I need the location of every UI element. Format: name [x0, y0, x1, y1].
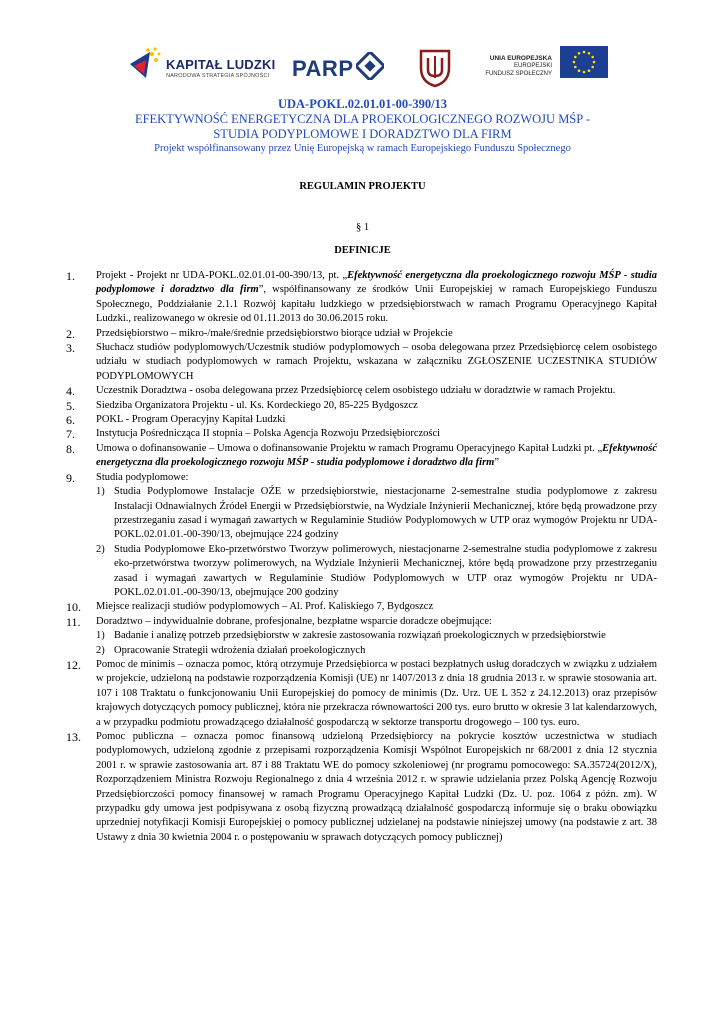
sub-item-text: Studia Podyplomowe Eko-przetwórstwo Tworzyw polimerowych, niestacjonarne 2-semestralne studia podyplomowe z zakresu eko-przetwórstwa tworzyw polimerowych, na Wydziale Inżynierii Mechanicznej, które będą prowadzone przy przestrzeganiu zasad i wymagań zawartych w Regulaminie Studiów Podyplomowych w UTP oraz wymogów Projektu nr UDA-POKL.02.01.01.-00-390/13, obejmujące 200 godziny [114, 543, 657, 598]
sub-item-number: 2) [96, 644, 105, 656]
item-text: Projekt - Projekt nr UDA-POKL.02.01.01-00-390/13, pt. „ [96, 270, 348, 281]
sub-item-number: 1) [96, 630, 105, 642]
kapital-ludzki-logo [128, 42, 276, 94]
definition-item [66, 269, 657, 327]
definition-item [66, 384, 657, 398]
sub-item-number: 2) [96, 543, 105, 555]
ue-line1: UNIA EUROPEJSKA [489, 55, 552, 62]
definitions-list [66, 269, 657, 845]
project-code: UDA-POKL.02.01.01-00-390/13 [277, 97, 448, 111]
project-header [0, 97, 725, 156]
item-text-end: ” [494, 457, 500, 469]
parp-emblem-icon [356, 52, 384, 80]
item-number: 5. [66, 398, 75, 413]
utp-logo [418, 42, 452, 94]
item-text: Instytucja Pośrednicząca II stopnia – Polska Agencja Rozwoju Przedsiębiorczości [96, 428, 441, 440]
item-number: 3. [66, 341, 75, 356]
sub-item-text: Badanie i analizę potrzeb przedsiębiorstw w zakresie zastosowania rozwiązań proekologicznych w przedsiębiorstwie [114, 630, 606, 642]
definition-item [66, 658, 657, 730]
item-number: 11. [66, 614, 81, 629]
item-text: POKL - Program Operacyjny Kapitał Ludzki [96, 414, 286, 426]
item-text: Umowa o dofinansowanie – Umowa o dofinansowanie Projektu w ramach Programu Operacyjnego Kapitał Ludzki pt. „ [96, 442, 603, 454]
sub-item [96, 629, 657, 643]
item-number: 9. [66, 470, 75, 485]
parp-name: PARP [292, 56, 354, 81]
kapital-ludzki-sub: NARODOWA STRATEGIA SPÓJNOŚCI [166, 73, 270, 79]
parp-logo [292, 42, 392, 94]
sub-item-text: Studia Podyplomowe Instalacje OŹE w przedsiębiorstwie, niestacjonarne 2-semestralne studia podyplomowe z zakresu Instalacji Odnawialnych Źródeł Energii w Przedsiębiorstwie, na Wydziale Inżynierii Mechanicznej, które będą prowadzone przy przestrzeganiu zasad i wymagań zawartych w Regulaminie Studiów Podyplomowych w UTP oraz wymogów Projektu nr UDA-POKL.02.01.01.-00-390/13, obejmujące 224 godziny [114, 486, 657, 541]
sub-item-text: Opracowanie Strategii wdrożenia działań proekologicznych [114, 644, 366, 656]
item-text: Studia podyplomowe: [96, 471, 189, 483]
sub-item [96, 543, 657, 601]
project-title-line1: EFEKTYWNOŚĆ ENERGETYCZNA DLA PROEKOLOGICZNEGO ROZWOJU MŚP - [134, 112, 591, 126]
item-text: Słuchacz studiów podyplomowych/Uczestnik studiów podyplomowych – osoba delegowana przez Przedsiębiorcę celem osobistego udziału w studiach podyplomowych w ramach Projektu, wskazana w załączniku ZGŁOSZENIE UCZESTNIKA STUDIÓW PODYPLOMOWYCH [96, 342, 657, 382]
item-number: 4. [66, 384, 75, 399]
project-title-line2: STUDIA PODYPLOMOWE I DORADZTWO DLA FIRM [213, 127, 512, 141]
definition-item [66, 730, 657, 845]
sub-item [96, 644, 657, 658]
ue-logo [472, 42, 607, 94]
item-number: 8. [66, 441, 75, 456]
section-title: DEFINICJE [334, 245, 391, 256]
definition-item [66, 427, 657, 441]
section-number: § 1 [355, 222, 370, 233]
item-number: 12. [66, 657, 81, 672]
definition-item [66, 413, 657, 427]
logo-bar [0, 42, 725, 94]
document-heading: REGULAMIN PROJEKTU [299, 181, 426, 192]
kapital-ludzki-name: KAPITAŁ LUDZKI [166, 57, 276, 72]
item-project-name: Efektywność energetyczna dla proekologicznego rozwoju MŚP - studia podyplomowe i doradztwo dla firm [96, 270, 657, 296]
sub-item-number: 1) [96, 486, 105, 498]
definition-item [66, 600, 657, 614]
item-text: Przedsiębiorstwo – mikro-/małe/średnie przedsiębiorstwo biorące udział w Projekcie [96, 327, 453, 339]
item-number: 6. [66, 413, 75, 428]
item-project-name: Efektywność energetyczna dla proekologicznego rozwoju MŚP - studia podyplomowe i doradztwo dla firm [96, 442, 657, 469]
item-number: 2. [66, 326, 75, 341]
definition-item [66, 442, 657, 471]
item-number: 7. [66, 427, 75, 442]
project-subtitle: Projekt współfinansowany przez Unię Europejską w ramach Europejskiego Funduszu Społecznego [154, 143, 571, 154]
item-text: Miejsce realizacji studiów podyplomowych – Al. Prof. Kaliskiego 7, Bydgoszcz [96, 601, 434, 613]
item-text: Doradztwo – indywidualnie dobrane, profesjonalne, bezpłatne wsparcie doradcze obejmujące: [96, 615, 492, 627]
item-text: Uczestnik Doradztwa - osoba delegowana przez Przedsiębiorcę celem osobistego udziału w doradztwie w ramach Projektu. [96, 385, 616, 397]
utp-crest-icon [418, 48, 452, 88]
item-text: Pomoc publiczna – oznacza pomoc finansową udzieloną Przedsiębiorcy na pokrycie kosztów uczestnictwa w studiach podyplomowych, udzieloną zgodnie z przepisami rozporządzenia Komisji Wspólnot Europejskich nr 68/2001 z dnia 12 stycznia 2001 r. w sprawie zastosowania art. 87 i 88 Traktatu WE do pomocy szkoleniowej (nr programu pomocowego: SA.35724(2012/X), Rozporządzeniem Ministra Rozwoju Regionalnego z dnia 4 września 2012 r. w sprawie udzielania przez Polską Agencję Rozwoju Przedsiębiorczości pomocy finansowej w ramach Programu Operacyjnego Kapitał Ludzki (Dz. U. poz. 1064 z późn. zm). W przypadku gdy umowa jest podpisywana z osobą fizyczną prowadzącą działalność gospodarczą informuje się o braku obowiązku uprzedniej notyfikacji Komisji Europejskiej o pomocy publicznej udzielanej na podstawie niniejszej umowy (na podstawie z art. 38 Ustawy z dnia 30 kwietnia 2004 r. o postępowaniu w sprawach dotyczących pomocy publicznej) [96, 731, 657, 843]
sub-item [96, 485, 657, 543]
ue-line3: FUNDUSZ SPOŁECZNY [485, 70, 552, 77]
kapital-ludzki-emblem-icon [128, 44, 164, 88]
item-number: 10. [66, 600, 81, 615]
ue-line2: EUROPEJSKI [513, 63, 552, 69]
definition-item [66, 327, 657, 341]
item-text: Siedziba Organizatora Projektu - ul. Ks. Kordeckiego 20, 85-225 Bydgoszcz [96, 399, 418, 411]
item-number: 13. [66, 730, 81, 744]
definition-item [66, 399, 657, 413]
definition-item [66, 471, 657, 601]
definition-item [66, 341, 657, 384]
eu-flag-icon [560, 46, 608, 78]
definition-item [66, 615, 657, 658]
item-number: 1. [66, 269, 75, 283]
item-text: Pomoc de minimis – oznacza pomoc, którą otrzymuje Przedsiębiorca w postaci bezpłatnych usług doradczych w związku z udziałem w projekcie, udzieloną na podstawie rozporządzenia Komisji (UE) nr 1407/2013 z dnia 18 grudnia 2013 r. w sprawie stosowania art. 107 i 108 Traktatu o funkcjonowaniu Unii Europejskiej do pomocy de minimis (Dz. Urz. UE L 352 z 24.12.2013) oraz przepisów krajowych dotyczących pomocy publicznej, która nie przekracza równowartości 200 tys. euro brutto w okresie 3 lat kalendarzowych, a w przypadku podmiotu prowadzącego działalność gospodarczą w sektorze transportu drogowego – 100 tys. euro. [96, 658, 657, 728]
item-text-end: ”, współfinansowany ze środków Unii Europejskiej w ramach Europejskiego Funduszu Społecznego, Poddziałanie 2.1.1 Rozwój kapitału ludzkiego w przedsiębiorstwach w ramach Programu Operacyjnego Kapitał Ludzki., realizowanego w okresie od 01.11.2013 do 30.06.2015 roku. [96, 284, 657, 325]
